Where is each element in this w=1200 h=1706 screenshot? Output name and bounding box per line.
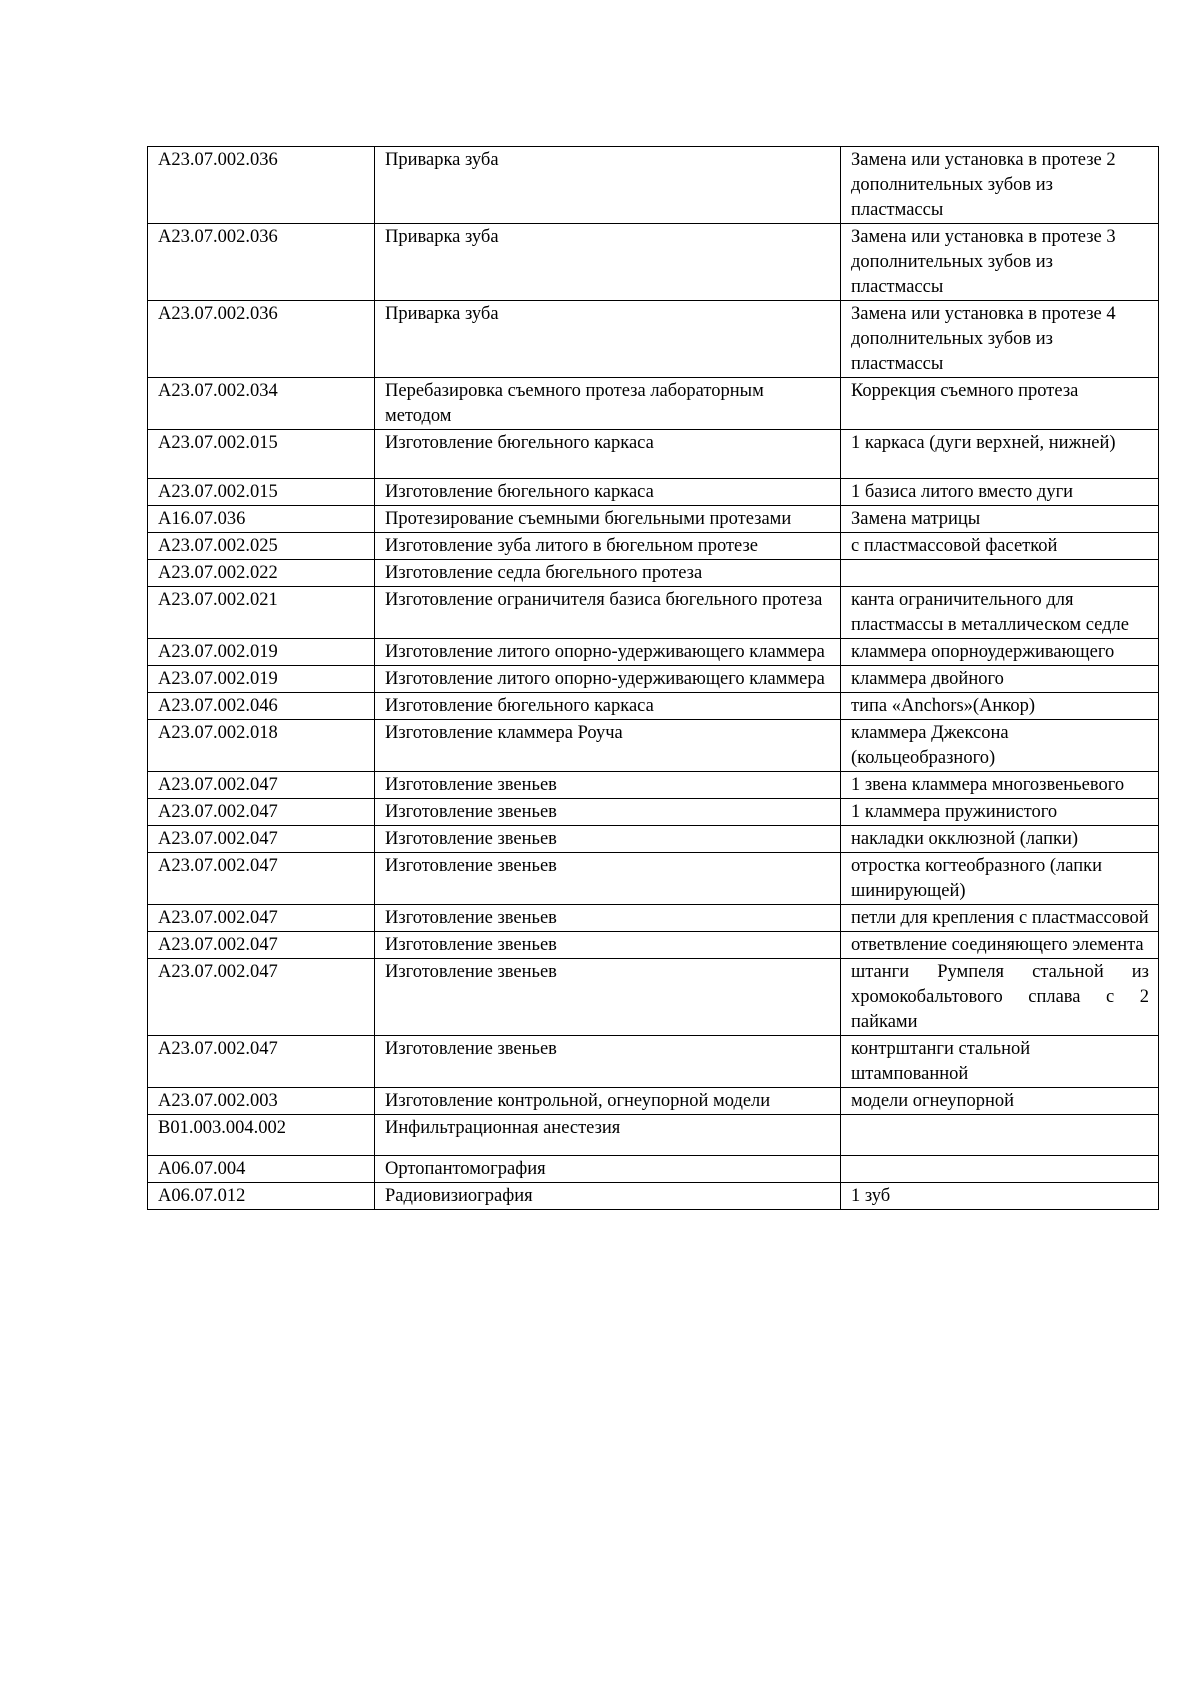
service-note-cell: кламмера опорноудерживающего bbox=[841, 639, 1159, 666]
service-note-cell: Коррекция съемного протеза bbox=[841, 378, 1159, 430]
services-table-body bbox=[148, 147, 1159, 1210]
service-name-cell: Изготовление бюгельного каркаса bbox=[375, 479, 841, 506]
service-name-cell: Изготовление контрольной, огнеупорной модели bbox=[375, 1088, 841, 1115]
service-note-cell: кламмера двойного bbox=[841, 666, 1159, 693]
table-row bbox=[148, 772, 1159, 799]
service-name-cell: Перебазировка съемного протеза лабораторным методом bbox=[375, 378, 841, 430]
service-code-cell: А23.07.002.047 bbox=[148, 932, 375, 959]
service-name-cell: Изготовление литого опорно-удерживающего кламмера bbox=[375, 639, 841, 666]
table-row bbox=[148, 720, 1159, 772]
service-name-cell: Изготовление звеньев bbox=[375, 1036, 841, 1088]
service-code-cell: А23.07.002.036 bbox=[148, 224, 375, 301]
service-name-cell: Приварка зуба bbox=[375, 301, 841, 378]
table-row bbox=[148, 905, 1159, 932]
service-note-cell: накладки окклюзной (лапки) bbox=[841, 826, 1159, 853]
table-row bbox=[148, 693, 1159, 720]
table-row bbox=[148, 301, 1159, 378]
service-note-cell: типа «Anchors»(Анкор) bbox=[841, 693, 1159, 720]
service-code-cell: А23.07.002.047 bbox=[148, 959, 375, 1036]
service-code-cell: А23.07.002.036 bbox=[148, 147, 375, 224]
service-code-cell: А23.07.002.034 bbox=[148, 378, 375, 430]
service-note-cell: канта ограничительного для пластмассы в металлическом седле bbox=[841, 587, 1159, 639]
table-row bbox=[148, 666, 1159, 693]
service-code-cell: А23.07.002.047 bbox=[148, 772, 375, 799]
service-code-cell: А23.07.002.047 bbox=[148, 905, 375, 932]
service-note-cell: 1 кламмера пружинистого bbox=[841, 799, 1159, 826]
service-name-cell: Изготовление литого опорно-удерживающего кламмера bbox=[375, 666, 841, 693]
service-name-cell: Приварка зуба bbox=[375, 147, 841, 224]
table-row bbox=[148, 533, 1159, 560]
table-row bbox=[148, 224, 1159, 301]
table-row bbox=[148, 1036, 1159, 1088]
service-name-cell: Инфильтрационная анестезия bbox=[375, 1115, 841, 1156]
service-note-cell: штанги Румпеля стальной из хромокобальтового сплава с 2 пайками bbox=[841, 959, 1159, 1036]
service-note-cell: 1 каркаса (дуги верхней, нижней) bbox=[841, 430, 1159, 479]
service-code-cell: А23.07.002.036 bbox=[148, 301, 375, 378]
service-code-cell: А23.07.002.003 bbox=[148, 1088, 375, 1115]
service-name-cell: Изготовление бюгельного каркаса bbox=[375, 693, 841, 720]
service-code-cell: А23.07.002.047 bbox=[148, 826, 375, 853]
service-code-cell: А23.07.002.019 bbox=[148, 666, 375, 693]
service-name-cell: Изготовление кламмера Роуча bbox=[375, 720, 841, 772]
service-name-cell: Изготовление звеньев bbox=[375, 853, 841, 905]
table-row bbox=[148, 430, 1159, 479]
service-code-cell: А06.07.004 bbox=[148, 1156, 375, 1183]
table-row bbox=[148, 560, 1159, 587]
service-name-cell: Изготовление зуба литого в бюгельном протезе bbox=[375, 533, 841, 560]
service-note-cell: с пластмассовой фасеткой bbox=[841, 533, 1159, 560]
table-row bbox=[148, 639, 1159, 666]
table-row bbox=[148, 1115, 1159, 1156]
table-row bbox=[148, 959, 1159, 1036]
service-name-cell: Изготовление звеньев bbox=[375, 905, 841, 932]
table-row bbox=[148, 378, 1159, 430]
service-code-cell: А23.07.002.047 bbox=[148, 1036, 375, 1088]
service-note-cell: ответвление соединяющего элемента bbox=[841, 932, 1159, 959]
service-code-cell: А23.07.002.015 bbox=[148, 430, 375, 479]
service-note-cell bbox=[841, 1115, 1159, 1156]
service-code-cell: А23.07.002.025 bbox=[148, 533, 375, 560]
service-name-cell: Приварка зуба bbox=[375, 224, 841, 301]
service-code-cell: А23.07.002.046 bbox=[148, 693, 375, 720]
service-note-cell: Замена или установка в протезе 4 дополнительных зубов из пластмассы bbox=[841, 301, 1159, 378]
service-code-cell: А23.07.002.021 bbox=[148, 587, 375, 639]
service-code-cell: А16.07.036 bbox=[148, 506, 375, 533]
service-code-cell: А23.07.002.019 bbox=[148, 639, 375, 666]
service-note-cell: 1 зуб bbox=[841, 1183, 1159, 1210]
service-code-cell: В01.003.004.002 bbox=[148, 1115, 375, 1156]
service-name-cell: Ортопантомография bbox=[375, 1156, 841, 1183]
table-row bbox=[148, 1156, 1159, 1183]
service-code-cell: А23.07.002.018 bbox=[148, 720, 375, 772]
service-note-cell: кламмера Джексона (кольцеобразного) bbox=[841, 720, 1159, 772]
table-row bbox=[148, 479, 1159, 506]
table-row bbox=[148, 799, 1159, 826]
service-note-cell: 1 базиса литого вместо дуги bbox=[841, 479, 1159, 506]
table-row bbox=[148, 826, 1159, 853]
service-note-cell: Замена матрицы bbox=[841, 506, 1159, 533]
service-note-cell: отростка когтеобразного (лапки шинирующей) bbox=[841, 853, 1159, 905]
service-code-cell: А23.07.002.047 bbox=[148, 799, 375, 826]
table-row bbox=[148, 587, 1159, 639]
service-name-cell: Изготовление бюгельного каркаса bbox=[375, 430, 841, 479]
service-note-cell: 1 звена кламмера многозвеньевого bbox=[841, 772, 1159, 799]
service-note-cell: петли для крепления с пластмассовой bbox=[841, 905, 1159, 932]
services-table bbox=[147, 146, 1159, 1210]
table-row bbox=[148, 932, 1159, 959]
table-row bbox=[148, 853, 1159, 905]
service-name-cell: Протезирование съемными бюгельными протезами bbox=[375, 506, 841, 533]
service-name-cell: Изготовление седла бюгельного протеза bbox=[375, 560, 841, 587]
service-name-cell: Изготовление ограничителя базиса бюгельного протеза bbox=[375, 587, 841, 639]
table-row bbox=[148, 147, 1159, 224]
table-row bbox=[148, 1088, 1159, 1115]
service-name-cell: Изготовление звеньев bbox=[375, 772, 841, 799]
service-note-cell: модели огнеупорной bbox=[841, 1088, 1159, 1115]
service-name-cell: Изготовление звеньев bbox=[375, 826, 841, 853]
service-name-cell: Радиовизиография bbox=[375, 1183, 841, 1210]
service-code-cell: А06.07.012 bbox=[148, 1183, 375, 1210]
service-note-cell bbox=[841, 1156, 1159, 1183]
service-note-cell: Замена или установка в протезе 2 дополнительных зубов из пластмассы bbox=[841, 147, 1159, 224]
service-name-cell: Изготовление звеньев bbox=[375, 959, 841, 1036]
service-code-cell: А23.07.002.015 bbox=[148, 479, 375, 506]
service-note-cell: Замена или установка в протезе 3 дополнительных зубов из пластмассы bbox=[841, 224, 1159, 301]
service-note-cell bbox=[841, 560, 1159, 587]
service-name-cell: Изготовление звеньев bbox=[375, 932, 841, 959]
service-code-cell: А23.07.002.022 bbox=[148, 560, 375, 587]
table-row bbox=[148, 506, 1159, 533]
service-code-cell: А23.07.002.047 bbox=[148, 853, 375, 905]
table-row bbox=[148, 1183, 1159, 1210]
service-note-cell: контрштанги стальной штампованной bbox=[841, 1036, 1159, 1088]
service-name-cell: Изготовление звеньев bbox=[375, 799, 841, 826]
